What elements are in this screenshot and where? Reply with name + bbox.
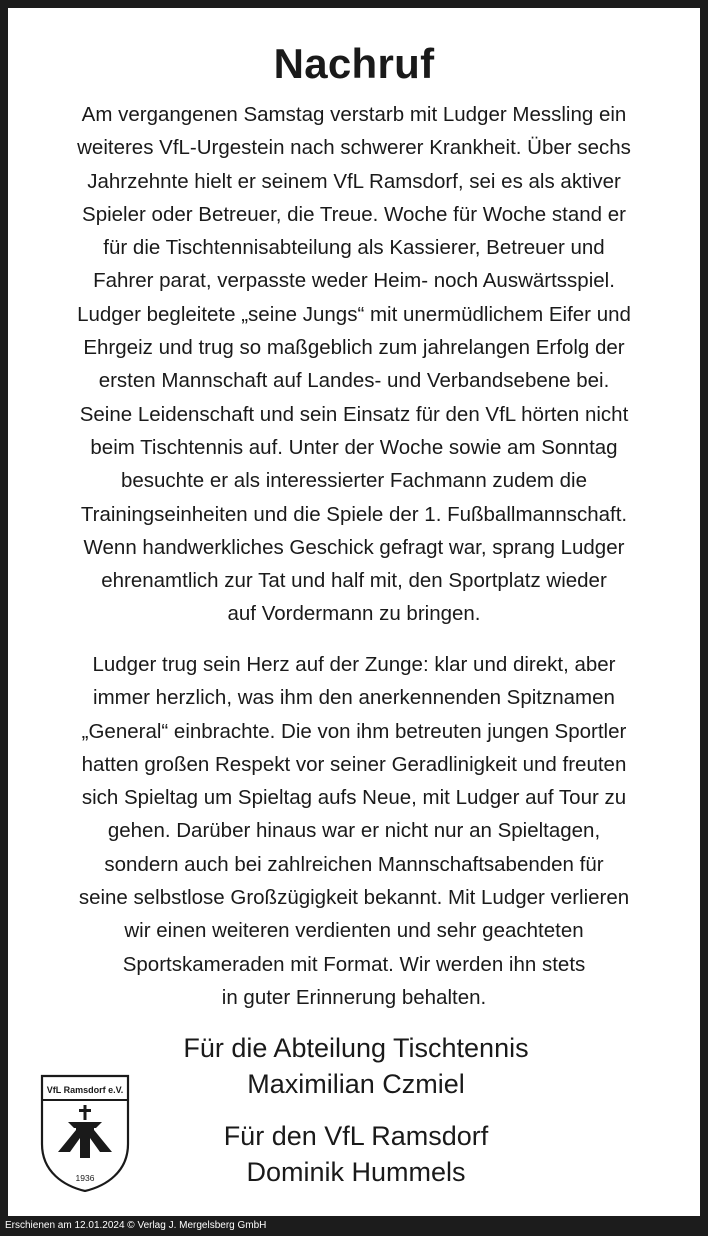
text-line: gehen. Darüber hinaus war er nicht nur an Spieltagen, [107, 819, 601, 843]
text-line: wir einen weiteren verdienten und sehr geachteten [124, 919, 584, 943]
text-line: Seine Leidenschaft und sein Einsatz für den VfL hörten nicht [79, 402, 629, 426]
text-line: Am vergangenen Samstag verstarb mit Ludger Messling ein [81, 103, 627, 126]
text-line: immer herzlich, was ihm den anerkennenden Spitznamen [93, 686, 615, 710]
text-line: Ehrgeiz und trug so maßgeblich zum jahrelangen Erfolg der [83, 336, 625, 360]
obituary-card [8, 8, 700, 1216]
obituary-paragraph-2 [32, 648, 676, 1014]
text-line: Wenn handwerkliches Geschick gefragt war, sprang Ludger [83, 535, 625, 559]
text-line: für die Tischtennisabteilung als Kassierer, Betreuer und [103, 236, 605, 260]
signature-person: Maximilian Czmiel [247, 1069, 465, 1099]
obituary-paragraph-1 [32, 98, 676, 631]
text-line: Trainingseinheiten und die Spiele der 1. Fußballmannschaft. [80, 502, 628, 526]
signature-role: Für den VfL Ramsdorf [223, 1121, 489, 1151]
text-line: beim Tischtennis auf. Unter der Woche sowie am Sonntag [90, 435, 618, 459]
text-line: ehrenamtlich zur Tat und half mit, den Sportplatz wieder [101, 569, 607, 593]
page-title: Nachruf [273, 40, 435, 87]
text-line: auf Vordermann zu bringen. [227, 602, 481, 626]
publication-footer: Erschienen am 12.01.2024 © Verlag J. Mergelsberg GmbH [5, 1220, 267, 1231]
text-line: Jahrzehnte hielt er seinem VfL Ramsdorf, sei es als aktiver [87, 169, 621, 193]
text-line: Spieler oder Betreuer, die Treue. Woche für Woche stand er [82, 202, 626, 226]
text-line: „General“ einbrachte. Die von ihm betreuten jungen Sportler [81, 719, 627, 743]
text-line: seine selbstlose Großzügigkeit bekannt. Mit Ludger verlieren [78, 886, 630, 910]
text-line: sondern auch bei zahlreichen Mannschaftsabenden für [104, 852, 604, 876]
text-line: weiteres VfL-Urgestein nach schwerer Krankheit. Über sechs [77, 136, 631, 160]
text-line: sich Spieltag um Spieltag aufs Neue, mit Ludger auf Tour zu [81, 786, 627, 810]
signature-person: Dominik Hummels [246, 1157, 466, 1187]
text-line: Ludger begleitete „seine Jungs“ mit unermüdlichem Eifer und [77, 302, 631, 326]
crest-club-name: VfL Ramsdorf e.V. [46, 1085, 124, 1095]
club-crest-icon [40, 1074, 130, 1192]
text-line: hatten großen Respekt vor seiner Geradlinigkeit und freuten [81, 752, 627, 776]
text-line: Fahrer parat, verpasste weder Heim- noch Auswärtsspiel. [93, 269, 615, 293]
text-line: Ludger trug sein Herz auf der Zunge: klar und direkt, aber [92, 653, 616, 676]
signature-role: Für die Abteilung Tischtennis [183, 1033, 529, 1063]
text-line: Sportskameraden mit Format. Wir werden ihn stets [122, 952, 586, 976]
text-line: besuchte er als interessierter Fachmann zudem die [120, 469, 588, 493]
text-line: in guter Erinnerung behalten. [221, 985, 487, 1009]
crest-year: 1936 [75, 1173, 95, 1183]
text-line: ersten Mannschaft auf Landes- und Verbandsebene bei. [98, 369, 610, 393]
